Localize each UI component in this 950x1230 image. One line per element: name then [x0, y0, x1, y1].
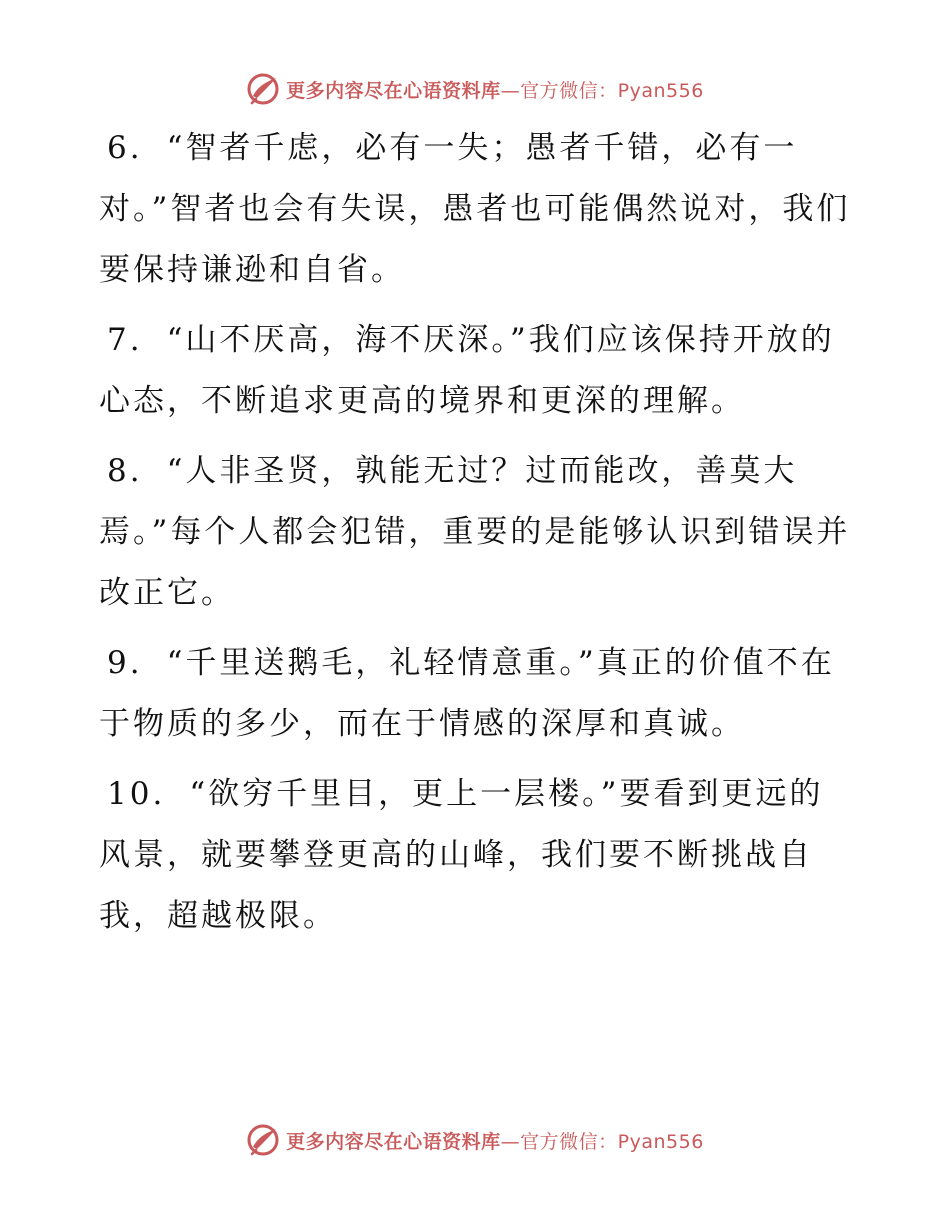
paragraph-10: [99, 764, 851, 947]
paragraph-text: “欲穷千里目，更上一层楼。”要看到更远的风景，就要攀登更高的山峰，我们要不断挑战自我，超越极限。: [99, 776, 824, 934]
header-banner-text: [286, 76, 704, 103]
brush-circle-logo-icon: [246, 72, 280, 106]
footer-watermark: [0, 1122, 950, 1158]
brush-circle-logo-icon: [246, 1123, 280, 1157]
paragraph-text: “智者千虑，必有一失；愚者千错，必有一对。”智者也会有失误，愚者也可能偶然说对，我们要保持谦逊和自省。: [99, 130, 851, 288]
paragraph-number: 8.: [107, 453, 143, 489]
paragraph-number: 6.: [107, 130, 143, 166]
header-banner-rest: —官方微信：Pyan556: [500, 79, 704, 102]
paragraph-text: “山不厌高，海不厌深。”我们应该保持开放的心态，不断追求更高的境界和更深的理解。: [99, 322, 835, 419]
paragraph-7: [99, 310, 851, 432]
footer-banner-text: [286, 1127, 704, 1154]
footer-banner-main: 更多内容尽在心语资料库: [286, 1130, 501, 1153]
paragraph-8: [99, 441, 851, 624]
paragraph-number: 7.: [107, 322, 143, 358]
paragraph-number: 9.: [107, 645, 143, 681]
paragraph-6: [99, 118, 851, 301]
paragraph-text: “千里送鹅毛，礼轻情意重。”真正的价值不在于物质的多少，而在于情感的深厚和真诚。: [99, 645, 835, 742]
footer-banner-rest: —官方微信：Pyan556: [500, 1130, 704, 1153]
paragraph-number: 10.: [107, 776, 166, 812]
header-banner-main: 更多内容尽在心语资料库: [286, 79, 501, 102]
header-watermark: [0, 71, 950, 107]
paragraph-text: “人非圣贤，孰能无过？过而能改，善莫大焉。”每个人都会犯错，重要的是能够认识到错误并改正它。: [99, 453, 851, 611]
paragraph-9: [99, 633, 851, 755]
document-body: [99, 118, 851, 956]
